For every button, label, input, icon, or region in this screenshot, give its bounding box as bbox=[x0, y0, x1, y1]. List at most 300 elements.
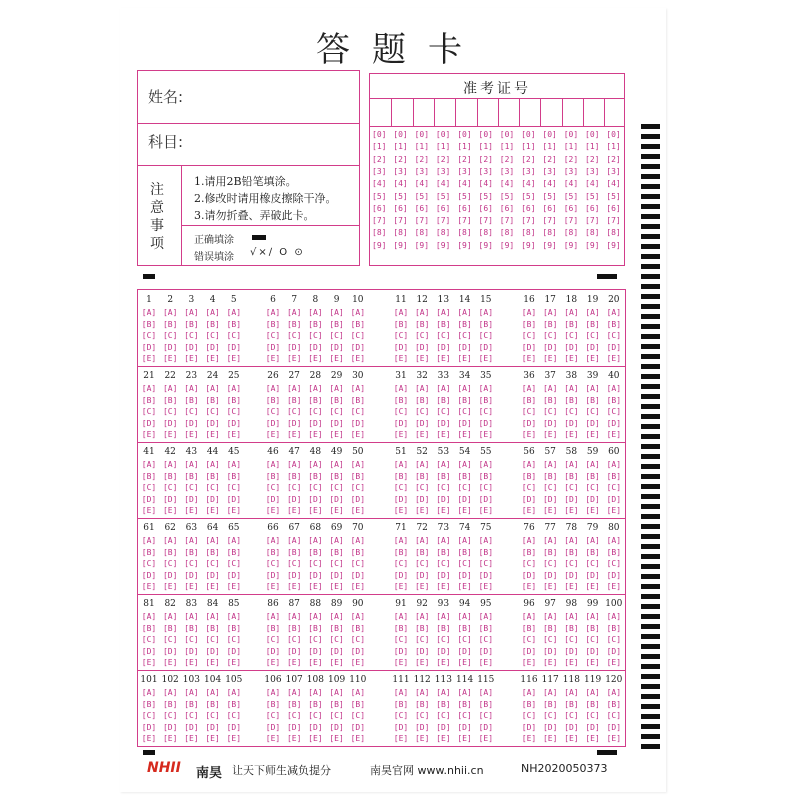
answer-option-bubble[interactable]: [B] bbox=[350, 319, 366, 329]
answer-option-bubble[interactable]: [C] bbox=[542, 407, 558, 416]
answer-option-bubble[interactable]: [A] bbox=[226, 308, 242, 317]
answer-option-bubble[interactable]: [D] bbox=[205, 418, 220, 428]
answer-option-bubble[interactable]: [B] bbox=[265, 319, 281, 329]
answer-option-bubble[interactable]: [E] bbox=[329, 658, 344, 667]
answer-option-bubble[interactable]: [E] bbox=[265, 430, 281, 439]
exam-digit-bubble[interactable]: [2] bbox=[414, 154, 430, 164]
answer-option-bubble[interactable]: [C] bbox=[436, 407, 451, 416]
answer-option-bubble[interactable]: [E] bbox=[436, 658, 451, 667]
answer-option-bubble[interactable]: [C] bbox=[308, 483, 323, 492]
exam-digit-bubble[interactable]: [9] bbox=[457, 240, 472, 250]
answer-option-bubble[interactable]: [E] bbox=[205, 506, 220, 515]
exam-digit-bubble[interactable]: [8] bbox=[478, 228, 493, 238]
answer-option-bubble[interactable]: [A] bbox=[205, 536, 220, 545]
answer-option-bubble[interactable]: [D] bbox=[329, 418, 344, 428]
answer-option-bubble[interactable]: [B] bbox=[162, 319, 178, 329]
answer-option-bubble[interactable]: [A] bbox=[606, 384, 622, 393]
answer-option-bubble[interactable]: [E] bbox=[414, 506, 430, 515]
answer-option-bubble[interactable]: [B] bbox=[226, 319, 242, 329]
answer-option-bubble[interactable]: [C] bbox=[141, 483, 157, 492]
answer-option-bubble[interactable]: [D] bbox=[414, 494, 430, 504]
answer-option-bubble[interactable]: [C] bbox=[184, 483, 199, 492]
answer-option-bubble[interactable]: [D] bbox=[226, 646, 242, 656]
answer-option-bubble[interactable]: [A] bbox=[162, 612, 178, 621]
answer-option-bubble[interactable]: [A] bbox=[564, 308, 579, 317]
answer-option-bubble[interactable]: [E] bbox=[393, 582, 409, 591]
answer-option-bubble[interactable]: [B] bbox=[265, 471, 281, 481]
answer-option-bubble[interactable]: [A] bbox=[564, 384, 579, 393]
answer-option-bubble[interactable]: [C] bbox=[184, 559, 199, 568]
answer-option-bubble[interactable]: [E] bbox=[162, 354, 178, 363]
answer-option-bubble[interactable]: [E] bbox=[286, 506, 302, 515]
answer-option-bubble[interactable]: [D] bbox=[606, 570, 622, 580]
answer-option-bubble[interactable]: [E] bbox=[606, 582, 622, 591]
answer-option-bubble[interactable]: [A] bbox=[226, 612, 242, 621]
answer-option-bubble[interactable]: [A] bbox=[606, 536, 622, 545]
answer-option-bubble[interactable]: [B] bbox=[329, 319, 344, 329]
answer-option-bubble[interactable]: [A] bbox=[184, 384, 199, 393]
answer-option-bubble[interactable]: [C] bbox=[457, 559, 472, 568]
answer-option-bubble[interactable]: [C] bbox=[350, 483, 366, 492]
answer-option-bubble[interactable]: [D] bbox=[265, 722, 281, 732]
answer-option-bubble[interactable]: [A] bbox=[162, 384, 178, 393]
answer-option-bubble[interactable]: [E] bbox=[478, 430, 494, 439]
answer-option-bubble[interactable]: [A] bbox=[457, 688, 472, 697]
answer-option-bubble[interactable]: [C] bbox=[141, 331, 157, 340]
answer-option-bubble[interactable]: [D] bbox=[585, 418, 600, 428]
answer-option-bubble[interactable]: [E] bbox=[205, 430, 220, 439]
exam-digit-bubble[interactable]: [7] bbox=[585, 216, 600, 226]
answer-option-bubble[interactable]: [B] bbox=[542, 699, 558, 709]
answer-option-bubble[interactable]: [D] bbox=[414, 342, 430, 352]
answer-option-bubble[interactable]: [B] bbox=[350, 547, 366, 557]
answer-option-bubble[interactable]: [D] bbox=[585, 646, 600, 656]
answer-option-bubble[interactable]: [A] bbox=[457, 536, 472, 545]
answer-option-bubble[interactable]: [B] bbox=[162, 395, 178, 405]
answer-option-bubble[interactable]: [B] bbox=[585, 319, 600, 329]
answer-option-bubble[interactable]: [E] bbox=[226, 734, 242, 743]
answer-option-bubble[interactable]: [B] bbox=[141, 547, 157, 557]
answer-option-bubble[interactable]: [B] bbox=[205, 471, 220, 481]
answer-option-bubble[interactable]: [A] bbox=[141, 612, 157, 621]
answer-option-bubble[interactable]: [C] bbox=[414, 635, 430, 644]
answer-option-bubble[interactable]: [E] bbox=[308, 734, 323, 743]
answer-option-bubble[interactable]: [E] bbox=[606, 506, 622, 515]
answer-option-bubble[interactable]: [E] bbox=[564, 734, 579, 743]
answer-option-bubble[interactable]: [C] bbox=[585, 559, 600, 568]
answer-option-bubble[interactable]: [E] bbox=[521, 658, 537, 667]
answer-option-bubble[interactable]: [C] bbox=[329, 635, 344, 644]
answer-option-bubble[interactable]: [D] bbox=[436, 342, 451, 352]
answer-option-bubble[interactable]: [E] bbox=[585, 734, 600, 743]
answer-option-bubble[interactable]: [E] bbox=[184, 582, 199, 591]
answer-option-bubble[interactable]: [C] bbox=[436, 559, 451, 568]
answer-option-bubble[interactable]: [C] bbox=[542, 635, 558, 644]
answer-option-bubble[interactable]: [E] bbox=[350, 354, 366, 363]
exam-digit-bubble[interactable]: [7] bbox=[393, 216, 408, 226]
answer-option-bubble[interactable]: [C] bbox=[265, 711, 281, 720]
answer-option-bubble[interactable]: [E] bbox=[265, 658, 281, 667]
answer-option-bubble[interactable]: [A] bbox=[205, 612, 220, 621]
answer-option-bubble[interactable]: [D] bbox=[286, 494, 302, 504]
exam-digit-bubble[interactable]: [6] bbox=[457, 203, 472, 213]
answer-option-bubble[interactable]: [C] bbox=[436, 711, 451, 720]
answer-option-bubble[interactable]: [E] bbox=[308, 658, 323, 667]
answer-option-bubble[interactable]: [C] bbox=[585, 711, 600, 720]
answer-option-bubble[interactable]: [E] bbox=[184, 354, 199, 363]
answer-option-bubble[interactable]: [B] bbox=[542, 471, 558, 481]
answer-option-bubble[interactable]: [C] bbox=[414, 559, 430, 568]
answer-option-bubble[interactable]: [D] bbox=[184, 722, 199, 732]
answer-option-bubble[interactable]: [B] bbox=[265, 547, 281, 557]
answer-option-bubble[interactable]: [C] bbox=[265, 635, 281, 644]
answer-option-bubble[interactable]: [E] bbox=[141, 430, 157, 439]
answer-option-bubble[interactable]: [D] bbox=[184, 646, 199, 656]
exam-digit-bubble[interactable]: [6] bbox=[435, 203, 451, 213]
answer-option-bubble[interactable]: [E] bbox=[162, 582, 178, 591]
answer-option-bubble[interactable]: [C] bbox=[436, 483, 451, 492]
answer-option-bubble[interactable]: [D] bbox=[162, 722, 178, 732]
answer-option-bubble[interactable]: [C] bbox=[205, 559, 220, 568]
answer-option-bubble[interactable]: [A] bbox=[329, 384, 344, 393]
answer-option-bubble[interactable]: [D] bbox=[286, 418, 302, 428]
answer-option-bubble[interactable]: [A] bbox=[350, 384, 366, 393]
answer-option-bubble[interactable]: [E] bbox=[542, 506, 558, 515]
exam-digit-bubble[interactable]: [5] bbox=[478, 191, 493, 201]
answer-option-bubble[interactable]: [A] bbox=[478, 688, 494, 697]
answer-option-bubble[interactable]: [E] bbox=[585, 506, 600, 515]
answer-option-bubble[interactable]: [D] bbox=[521, 722, 537, 732]
answer-option-bubble[interactable]: [D] bbox=[286, 342, 302, 352]
answer-option-bubble[interactable]: [B] bbox=[141, 395, 157, 405]
exam-digit-bubble[interactable]: [4] bbox=[435, 179, 451, 189]
answer-option-bubble[interactable]: [D] bbox=[308, 342, 323, 352]
answer-option-bubble[interactable]: [A] bbox=[393, 688, 409, 697]
answer-option-bubble[interactable]: [D] bbox=[606, 418, 622, 428]
answer-option-bubble[interactable]: [C] bbox=[521, 483, 537, 492]
answer-option-bubble[interactable]: [D] bbox=[205, 342, 220, 352]
answer-option-bubble[interactable]: [C] bbox=[414, 711, 430, 720]
answer-option-bubble[interactable]: [E] bbox=[308, 354, 323, 363]
answer-option-bubble[interactable]: [D] bbox=[350, 494, 366, 504]
exam-digit-bubble[interactable]: [6] bbox=[521, 203, 536, 213]
answer-option-bubble[interactable]: [E] bbox=[205, 658, 220, 667]
answer-option-bubble[interactable]: [E] bbox=[350, 734, 366, 743]
answer-option-bubble[interactable]: [B] bbox=[350, 471, 366, 481]
answer-option-bubble[interactable]: [D] bbox=[350, 570, 366, 580]
exam-digit-bubble[interactable]: [7] bbox=[478, 216, 493, 226]
answer-option-bubble[interactable]: [C] bbox=[606, 483, 622, 492]
answer-option-bubble[interactable]: [E] bbox=[350, 430, 366, 439]
answer-option-bubble[interactable]: [C] bbox=[478, 635, 494, 644]
answer-option-bubble[interactable]: [B] bbox=[585, 547, 600, 557]
answer-option-bubble[interactable]: [B] bbox=[393, 319, 409, 329]
answer-option-bubble[interactable]: [D] bbox=[478, 342, 494, 352]
exam-digit-bubble[interactable]: [7] bbox=[414, 216, 430, 226]
answer-option-bubble[interactable]: [A] bbox=[329, 460, 344, 469]
answer-option-bubble[interactable]: [E] bbox=[184, 506, 199, 515]
answer-option-bubble[interactable]: [D] bbox=[414, 722, 430, 732]
exam-digit-bubble[interactable]: [7] bbox=[435, 216, 451, 226]
answer-option-bubble[interactable]: [B] bbox=[265, 623, 281, 633]
answer-option-bubble[interactable]: [D] bbox=[184, 418, 199, 428]
answer-option-bubble[interactable]: [B] bbox=[564, 547, 579, 557]
answer-option-bubble[interactable]: [B] bbox=[478, 699, 494, 709]
exam-digit-bubble[interactable]: [9] bbox=[499, 240, 515, 250]
answer-option-bubble[interactable]: [A] bbox=[414, 308, 430, 317]
answer-option-bubble[interactable]: [A] bbox=[478, 384, 494, 393]
answer-option-bubble[interactable]: [D] bbox=[350, 722, 366, 732]
answer-option-bubble[interactable]: [C] bbox=[162, 635, 178, 644]
answer-option-bubble[interactable]: [A] bbox=[436, 460, 451, 469]
answer-option-bubble[interactable]: [E] bbox=[286, 582, 302, 591]
exam-digit-bubble[interactable]: [3] bbox=[563, 166, 579, 176]
answer-option-bubble[interactable]: [E] bbox=[478, 734, 494, 743]
answer-option-bubble[interactable]: [B] bbox=[414, 395, 430, 405]
answer-option-bubble[interactable]: [E] bbox=[329, 582, 344, 591]
answer-option-bubble[interactable]: [D] bbox=[542, 342, 558, 352]
answer-option-bubble[interactable]: [E] bbox=[205, 582, 220, 591]
answer-option-bubble[interactable]: [A] bbox=[606, 308, 622, 317]
answer-option-bubble[interactable]: [A] bbox=[226, 460, 242, 469]
answer-option-bubble[interactable]: [B] bbox=[308, 395, 323, 405]
answer-option-bubble[interactable]: [E] bbox=[350, 582, 366, 591]
answer-option-bubble[interactable]: [D] bbox=[542, 418, 558, 428]
answer-option-bubble[interactable]: [D] bbox=[564, 418, 579, 428]
answer-option-bubble[interactable]: [D] bbox=[226, 342, 242, 352]
answer-option-bubble[interactable]: [D] bbox=[286, 570, 302, 580]
exam-digit-bubble[interactable]: [1] bbox=[414, 142, 430, 152]
answer-option-bubble[interactable]: [E] bbox=[414, 658, 430, 667]
answer-option-bubble[interactable]: [A] bbox=[542, 688, 558, 697]
answer-option-bubble[interactable]: [A] bbox=[286, 460, 302, 469]
answer-option-bubble[interactable]: [A] bbox=[205, 460, 220, 469]
answer-option-bubble[interactable]: [C] bbox=[585, 407, 600, 416]
answer-option-bubble[interactable]: [E] bbox=[457, 506, 472, 515]
answer-option-bubble[interactable]: [E] bbox=[226, 430, 242, 439]
answer-option-bubble[interactable]: [D] bbox=[184, 494, 199, 504]
answer-option-bubble[interactable]: [A] bbox=[521, 612, 537, 621]
exam-digit-bubble[interactable]: [4] bbox=[606, 179, 621, 189]
answer-option-bubble[interactable]: [D] bbox=[162, 418, 178, 428]
answer-option-bubble[interactable]: [C] bbox=[286, 635, 302, 644]
exam-digit-bubble[interactable]: [9] bbox=[563, 240, 579, 250]
answer-option-bubble[interactable]: [B] bbox=[350, 699, 366, 709]
answer-option-bubble[interactable]: [D] bbox=[564, 570, 579, 580]
answer-option-bubble[interactable]: [E] bbox=[226, 354, 242, 363]
answer-option-bubble[interactable]: [C] bbox=[286, 711, 302, 720]
answer-option-bubble[interactable]: [E] bbox=[308, 506, 323, 515]
exam-digit-bubble[interactable]: [7] bbox=[499, 216, 515, 226]
answer-option-bubble[interactable]: [E] bbox=[308, 430, 323, 439]
answer-option-bubble[interactable]: [C] bbox=[542, 483, 558, 492]
answer-option-bubble[interactable]: [E] bbox=[162, 506, 178, 515]
answer-option-bubble[interactable]: [A] bbox=[436, 536, 451, 545]
answer-option-bubble[interactable]: [D] bbox=[521, 646, 537, 656]
answer-option-bubble[interactable]: [E] bbox=[436, 354, 451, 363]
exam-digit-bubble[interactable]: [5] bbox=[435, 191, 451, 201]
exam-digit-bubble[interactable]: [9] bbox=[478, 240, 493, 250]
answer-option-bubble[interactable]: [E] bbox=[184, 430, 199, 439]
answer-option-bubble[interactable]: [C] bbox=[162, 559, 178, 568]
answer-option-bubble[interactable]: [C] bbox=[162, 407, 178, 416]
answer-option-bubble[interactable]: [D] bbox=[414, 570, 430, 580]
answer-option-bubble[interactable]: [D] bbox=[184, 342, 199, 352]
exam-digit-bubble[interactable]: [1] bbox=[478, 142, 493, 152]
answer-option-bubble[interactable]: [E] bbox=[286, 658, 302, 667]
answer-option-bubble[interactable]: [B] bbox=[585, 623, 600, 633]
answer-option-bubble[interactable]: [B] bbox=[205, 623, 220, 633]
answer-option-bubble[interactable]: [C] bbox=[184, 407, 199, 416]
answer-option-bubble[interactable]: [D] bbox=[606, 342, 622, 352]
answer-option-bubble[interactable]: [B] bbox=[564, 319, 579, 329]
exam-digit-bubble[interactable]: [0] bbox=[372, 130, 387, 139]
exam-digit-bubble[interactable]: [1] bbox=[521, 142, 536, 152]
answer-option-bubble[interactable]: [E] bbox=[162, 658, 178, 667]
answer-option-bubble[interactable]: [C] bbox=[542, 559, 558, 568]
answer-option-bubble[interactable]: [C] bbox=[564, 483, 579, 492]
answer-option-bubble[interactable]: [D] bbox=[393, 342, 409, 352]
answer-option-bubble[interactable]: [D] bbox=[585, 722, 600, 732]
answer-option-bubble[interactable]: [E] bbox=[226, 658, 242, 667]
answer-option-bubble[interactable]: [E] bbox=[141, 658, 157, 667]
answer-option-bubble[interactable]: [B] bbox=[585, 471, 600, 481]
answer-option-bubble[interactable]: [A] bbox=[141, 384, 157, 393]
answer-option-bubble[interactable]: [D] bbox=[521, 418, 537, 428]
answer-option-bubble[interactable]: [B] bbox=[564, 623, 579, 633]
answer-option-bubble[interactable]: [E] bbox=[542, 430, 558, 439]
answer-option-bubble[interactable]: [E] bbox=[457, 430, 472, 439]
answer-option-bubble[interactable]: [E] bbox=[286, 734, 302, 743]
answer-option-bubble[interactable]: [E] bbox=[478, 354, 494, 363]
exam-digit-bubble[interactable]: [8] bbox=[457, 228, 472, 238]
answer-option-bubble[interactable]: [C] bbox=[141, 711, 157, 720]
answer-option-bubble[interactable]: [C] bbox=[585, 331, 600, 340]
answer-option-bubble[interactable]: [D] bbox=[350, 646, 366, 656]
answer-option-bubble[interactable]: [A] bbox=[265, 688, 281, 697]
answer-option-bubble[interactable]: [C] bbox=[478, 331, 494, 340]
answer-option-bubble[interactable]: [B] bbox=[393, 623, 409, 633]
answer-option-bubble[interactable]: [E] bbox=[585, 658, 600, 667]
answer-option-bubble[interactable]: [B] bbox=[414, 547, 430, 557]
answer-option-bubble[interactable]: [A] bbox=[521, 460, 537, 469]
answer-option-bubble[interactable]: [C] bbox=[414, 331, 430, 340]
answer-option-bubble[interactable]: [D] bbox=[414, 646, 430, 656]
answer-option-bubble[interactable]: [E] bbox=[564, 582, 579, 591]
answer-option-bubble[interactable]: [C] bbox=[393, 711, 409, 720]
exam-digit-bubble[interactable]: [6] bbox=[606, 203, 621, 213]
exam-digit-bubble[interactable]: [4] bbox=[457, 179, 472, 189]
exam-digit-bubble[interactable]: [9] bbox=[542, 240, 557, 250]
answer-option-bubble[interactable]: [E] bbox=[265, 734, 281, 743]
answer-option-bubble[interactable]: [C] bbox=[521, 407, 537, 416]
exam-digit-bubble[interactable]: [3] bbox=[435, 166, 451, 176]
answer-option-bubble[interactable]: [B] bbox=[226, 395, 242, 405]
exam-digit-bubble[interactable]: [1] bbox=[435, 142, 451, 152]
answer-option-bubble[interactable]: [D] bbox=[141, 494, 157, 504]
answer-option-bubble[interactable]: [E] bbox=[184, 658, 199, 667]
answer-option-bubble[interactable]: [D] bbox=[308, 722, 323, 732]
answer-option-bubble[interactable]: [C] bbox=[265, 559, 281, 568]
answer-option-bubble[interactable]: [C] bbox=[226, 559, 242, 568]
answer-option-bubble[interactable]: [C] bbox=[521, 711, 537, 720]
exam-digit-bubble[interactable]: [1] bbox=[542, 142, 557, 152]
answer-option-bubble[interactable]: [B] bbox=[226, 471, 242, 481]
answer-option-bubble[interactable]: [C] bbox=[141, 407, 157, 416]
answer-option-bubble[interactable]: [D] bbox=[393, 570, 409, 580]
answer-option-bubble[interactable]: [A] bbox=[141, 536, 157, 545]
answer-option-bubble[interactable]: [B] bbox=[184, 547, 199, 557]
answer-option-bubble[interactable]: [B] bbox=[286, 623, 302, 633]
answer-option-bubble[interactable]: [D] bbox=[521, 494, 537, 504]
answer-option-bubble[interactable]: [C] bbox=[606, 635, 622, 644]
answer-option-bubble[interactable]: [E] bbox=[521, 430, 537, 439]
answer-option-bubble[interactable]: [A] bbox=[308, 536, 323, 545]
exam-digit-bubble[interactable]: [5] bbox=[393, 191, 408, 201]
answer-option-bubble[interactable]: [C] bbox=[308, 711, 323, 720]
answer-option-bubble[interactable]: [E] bbox=[457, 734, 472, 743]
answer-option-bubble[interactable]: [D] bbox=[436, 570, 451, 580]
answer-option-bubble[interactable]: [A] bbox=[205, 384, 220, 393]
answer-option-bubble[interactable]: [C] bbox=[184, 635, 199, 644]
exam-digit-bubble[interactable]: [3] bbox=[414, 166, 430, 176]
exam-digit-bubble[interactable]: [2] bbox=[435, 154, 451, 164]
answer-option-bubble[interactable]: [E] bbox=[350, 658, 366, 667]
answer-option-bubble[interactable]: [D] bbox=[542, 570, 558, 580]
answer-option-bubble[interactable]: [A] bbox=[308, 688, 323, 697]
answer-option-bubble[interactable]: [E] bbox=[457, 658, 472, 667]
exam-digit-bubble[interactable]: [3] bbox=[521, 166, 536, 176]
answer-option-bubble[interactable]: [C] bbox=[162, 711, 178, 720]
answer-option-bubble[interactable]: [D] bbox=[393, 494, 409, 504]
answer-option-bubble[interactable]: [C] bbox=[226, 711, 242, 720]
answer-option-bubble[interactable]: [B] bbox=[414, 471, 430, 481]
answer-option-bubble[interactable]: [E] bbox=[457, 354, 472, 363]
exam-digit-bubble[interactable]: [6] bbox=[499, 203, 515, 213]
answer-option-bubble[interactable]: [B] bbox=[329, 699, 344, 709]
answer-option-bubble[interactable]: [A] bbox=[585, 308, 600, 317]
exam-digit-bubble[interactable]: [7] bbox=[542, 216, 557, 226]
exam-digit-bubble[interactable]: [4] bbox=[499, 179, 515, 189]
answer-option-bubble[interactable]: [C] bbox=[350, 407, 366, 416]
exam-digit-bubble[interactable]: [8] bbox=[606, 228, 621, 238]
answer-option-bubble[interactable]: [D] bbox=[564, 722, 579, 732]
answer-option-bubble[interactable]: [E] bbox=[393, 658, 409, 667]
answer-option-bubble[interactable]: [B] bbox=[606, 547, 622, 557]
answer-option-bubble[interactable]: [C] bbox=[265, 331, 281, 340]
answer-option-bubble[interactable]: [A] bbox=[478, 612, 494, 621]
answer-option-bubble[interactable]: [D] bbox=[226, 722, 242, 732]
exam-digit-bubble[interactable]: [5] bbox=[457, 191, 472, 201]
answer-option-bubble[interactable]: [B] bbox=[184, 395, 199, 405]
exam-digit-bubble[interactable]: [0] bbox=[606, 130, 621, 139]
exam-digit-bubble[interactable]: [3] bbox=[606, 166, 621, 176]
exam-digit-bubble[interactable]: [3] bbox=[499, 166, 515, 176]
exam-digit-bubble[interactable]: [4] bbox=[585, 179, 600, 189]
answer-option-bubble[interactable]: [B] bbox=[162, 623, 178, 633]
answer-option-bubble[interactable]: [A] bbox=[350, 612, 366, 621]
answer-option-bubble[interactable]: [E] bbox=[542, 734, 558, 743]
answer-option-bubble[interactable]: [D] bbox=[457, 570, 472, 580]
answer-option-bubble[interactable]: [E] bbox=[141, 506, 157, 515]
answer-option-bubble[interactable]: [B] bbox=[542, 547, 558, 557]
answer-option-bubble[interactable]: [C] bbox=[457, 331, 472, 340]
answer-option-bubble[interactable]: [E] bbox=[329, 354, 344, 363]
answer-option-bubble[interactable]: [A] bbox=[141, 308, 157, 317]
exam-digit-bubble[interactable]: [3] bbox=[585, 166, 600, 176]
answer-option-bubble[interactable]: [B] bbox=[286, 319, 302, 329]
answer-option-bubble[interactable]: [D] bbox=[350, 418, 366, 428]
